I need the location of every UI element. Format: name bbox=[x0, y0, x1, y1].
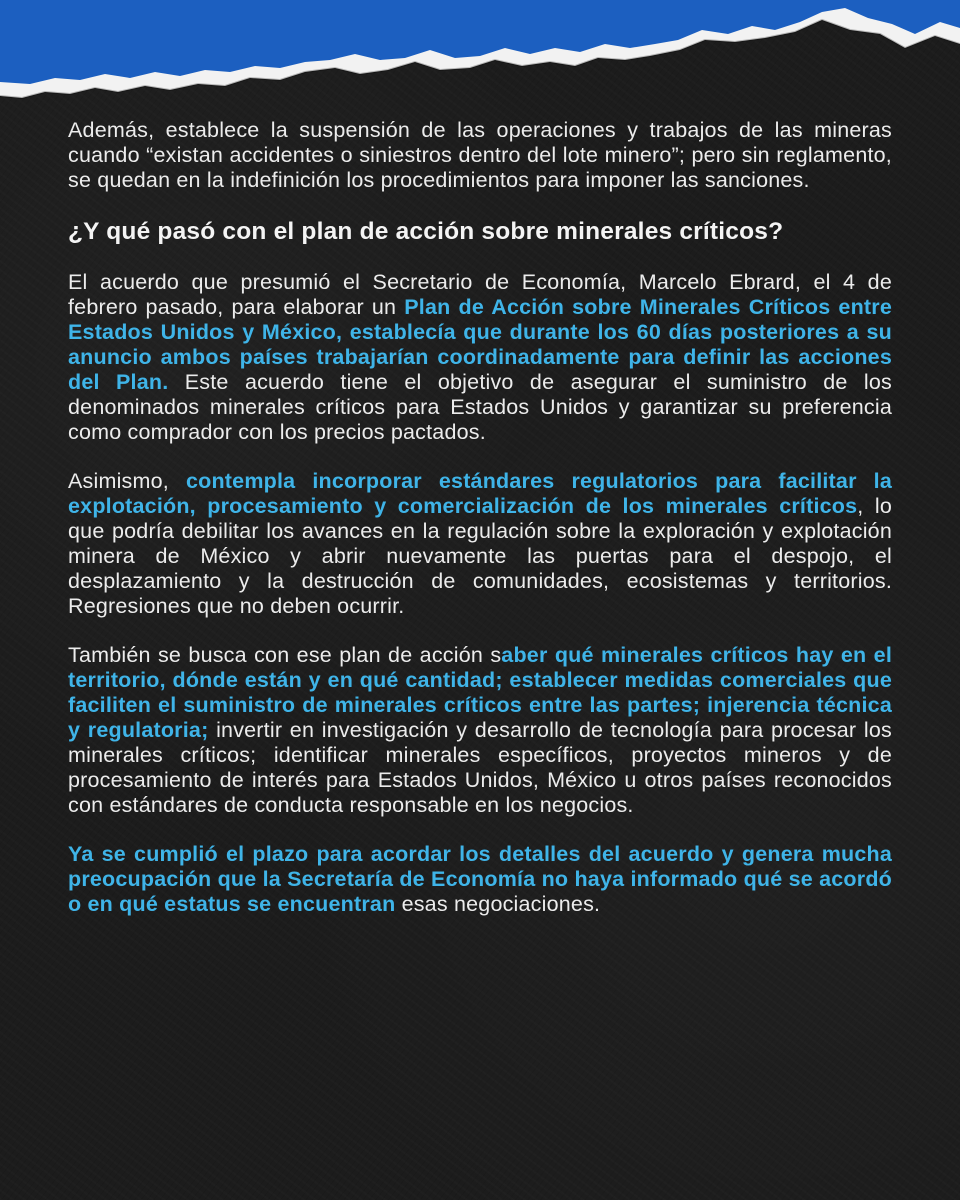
banner-blue-band bbox=[0, 0, 960, 84]
paragraph-5 bbox=[68, 842, 892, 917]
paragraph-5-text-b: esas negociaciones. bbox=[395, 892, 601, 916]
paragraph-5-highlight: Ya se cumplió el plazo para acordar los detalles del acuerdo y genera mucha preocupación que la Secretaría de Economía no haya informado qué se acordó o en qué estatus se encuentran bbox=[68, 842, 892, 916]
paragraph-2-highlight: Plan de Acción sobre Minerales Críticos entre Estados Unidos y México, establecía que durante los 60 días posteriores a su anuncio ambos países trabajarían coordinadamente para definir las acciones del Plan. bbox=[68, 295, 892, 394]
section-heading: ¿Y qué pasó con el plan de acción sobre minerales críticos? bbox=[68, 218, 784, 245]
article-body bbox=[68, 118, 892, 941]
paragraph-4-highlight: aber qué minerales críticos hay en el territorio, dónde están y en qué cantidad; establecer medidas comerciales que faciliten el suministro de minerales críticos entre las partes; injerencia técnica y regulatoria; bbox=[68, 643, 892, 742]
paragraph-3-text-a: Asimismo, bbox=[68, 469, 186, 493]
paragraph-4 bbox=[68, 643, 892, 818]
paragraph-2-text-c: Este acuerdo tiene el objetivo de asegurar el suministro de los denominados minerales críticos para Estados Unidos y garantizar su preferencia como comprador con los precios pactados. bbox=[68, 370, 892, 444]
paragraph-2 bbox=[68, 270, 892, 445]
paragraph-4-text-c: invertir en investigación y desarrollo de tecnología para procesar los minerales críticos; identificar minerales específicos, proyectos mineros y de procesamiento de interés para Estados Unidos, México u otros países reconocidos con estándares de conducta responsable en los negocios. bbox=[68, 718, 892, 817]
paragraph-4-text-a: También se busca con ese plan de acción s bbox=[68, 643, 502, 667]
paragraph-2-text-a: El acuerdo que presumió el Secretario de Economía, Marcelo Ebrard, el 4 de febrero pasado, para elaborar un bbox=[68, 270, 892, 319]
torn-paper-banner bbox=[0, 0, 960, 110]
paragraph-3-text-c: , lo que podría debilitar los avances en la regulación sobre la exploración y explotación minera de México y abrir nuevamente las puertas para el despojo, el desplazamiento y la destrucción de comunidades, ecosistemas y territorios. Regresiones que no deben ocurrir. bbox=[68, 494, 892, 618]
paragraph-3-highlight: contempla incorporar estándares regulatorios para facilitar la explotación, procesamiento y comercialización de los minerales críticos bbox=[68, 469, 893, 518]
paragraph-1: Además, establece la suspensión de las operaciones y trabajos de las mineras cuando “existan accidentes o siniestros dentro del lote minero”; pero sin reglamento, se quedan en la indefinición los procedimientos para imponer las sanciones. bbox=[68, 118, 892, 192]
paragraph-3 bbox=[68, 469, 892, 619]
